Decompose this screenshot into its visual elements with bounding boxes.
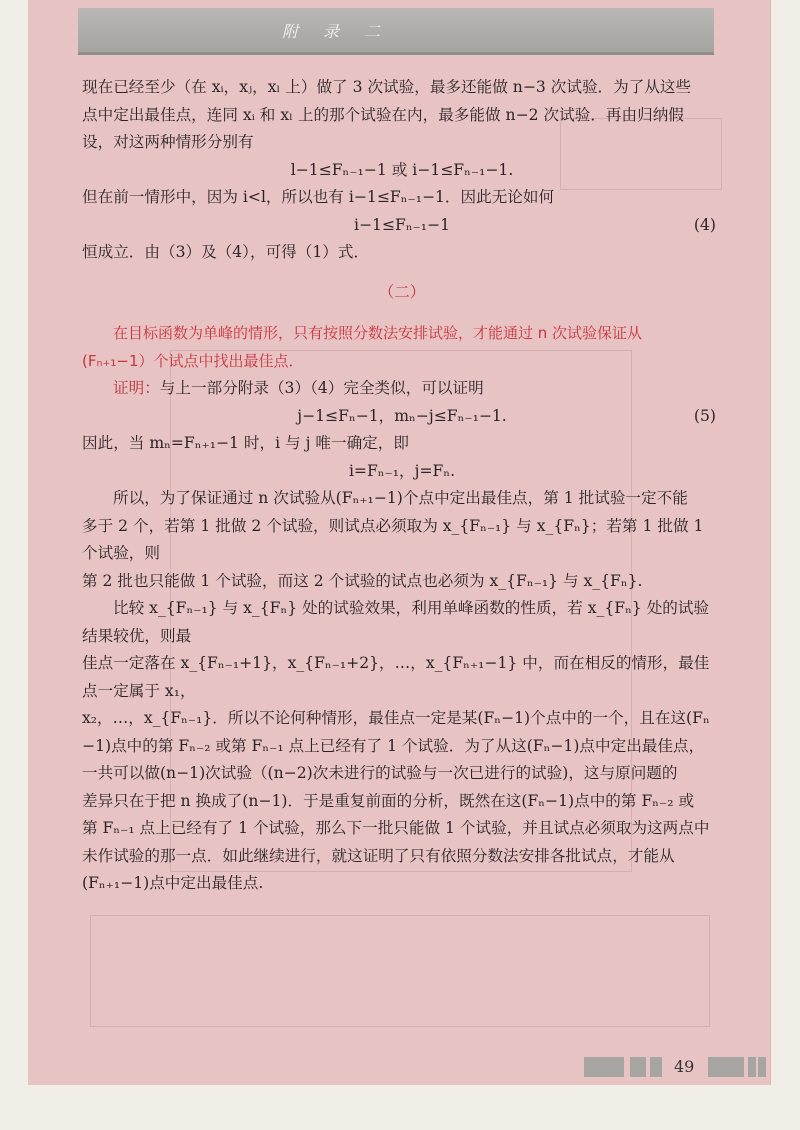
chapter-header-title: 附 录 二: [282, 22, 391, 41]
formula-4: [82, 212, 722, 240]
proof-label: 证明：: [113, 379, 160, 397]
footer-bar-segment: [708, 1057, 744, 1077]
paragraph-line: 点中定出最佳点，连同 xᵢ 和 xₗ 上的那个试验在内，最多能做 n−2 次试验．再由归纳假: [82, 105, 684, 124]
footer-bar-segment: [584, 1057, 624, 1077]
paragraph-line: 比较 x_{Fₙ₋₁} 与 x_{Fₙ} 处的试验效果，利用单峰函数的性质，若 x_{Fₙ} 处的试验结果较优，则最: [82, 599, 710, 645]
paragraph-line: 未作试验的那一点．如此继续进行，就这证明了只有依照分数法安排各批试点，才能从: [82, 846, 675, 865]
paragraph-line: x₂，…，x_{Fₙ₋₁}．所以不论何种情形，最佳点一定是某(Fₙ−1)个点中的一个，且在这(Fₙ: [82, 709, 710, 727]
page-number: 49: [674, 1057, 695, 1076]
faint-stamp-frame-bottom: [90, 915, 710, 1027]
page-content: [82, 74, 722, 898]
footer-bar-segment: [650, 1057, 662, 1077]
paragraph-line: 佳点一定落在 x_{Fₙ₋₁+1}，x_{Fₙ₋₁+2}，…，x_{Fₙ₊₁−1} 中，而在相反的情形，最佳点一定属于 x₁，: [82, 654, 710, 700]
equation-number: (5): [693, 406, 716, 425]
formula-text: i=Fₙ₋₁，j=Fₙ.: [348, 461, 456, 480]
paragraph-line: (Fₙ₊₁−1)点中定出最佳点.: [82, 874, 264, 892]
paragraph-line: −1)点中的第 Fₙ₋₂ 或第 Fₙ₋₁ 点上已经有了 1 个试验．为了从这(Fₙ−1)点中定出最佳点，: [82, 736, 705, 755]
proof-text: 与上一部分附录（3）（4）完全类似，可以证明: [159, 379, 484, 397]
proof-line: [82, 375, 722, 403]
formula-text: l−1≤Fₙ₋₁−1 或 i−1≤Fₙ₋₁−1.: [290, 160, 514, 179]
paragraph-line: 设，对这两种情形分别有: [82, 133, 254, 151]
paragraph-line: 因此，当 mₙ=Fₙ₊₁−1 时，i 与 j 唯一确定，即: [82, 434, 409, 452]
chapter-header-band: [78, 8, 714, 55]
paragraph-line: 但在前一情形中，因为 i<l，所以也有 i−1≤Fₙ₋₁−1．因此无论如何: [82, 188, 555, 206]
paragraph-line: 多于 2 个，若第 1 批做 2 个试验，则试点必须取为 x_{Fₙ₋₁} 与 x_{Fₙ}；若第 1 批做 1 个试验，则: [82, 516, 704, 562]
paragraph-line: 所以，为了保证通过 n 次试验从(Fₙ₊₁−1)个点中定出最佳点，第 1 批试验一定不能: [113, 489, 688, 507]
paragraph-line: 第 2 批也只能做 1 个试验，而这 2 个试验的试点也必须为 x_{Fₙ₋₁} 与 x_{Fₙ}.: [82, 571, 643, 590]
formula-ij: [82, 458, 722, 486]
section-title: （二）: [378, 282, 426, 301]
equation-number: (4): [693, 215, 716, 234]
footer-bar-segment: [758, 1057, 766, 1077]
theorem-line: 在目标函数为单峰的情形，只有按照分数法安排试验，才能通过 n 次试验保证从: [113, 324, 643, 342]
paragraph-line: 恒成立．由（3）及（4），可得（1）式．: [82, 243, 370, 261]
formula-5: [82, 403, 722, 431]
paragraph-line: 第 Fₙ₋₁ 点上已经有了 1 个试验，那么下一批只能做 1 个试验，并且试点必须取为这两点中: [82, 819, 710, 837]
formula-text: j−1≤Fₙ−1，mₙ−j≤Fₙ₋₁−1.: [297, 406, 507, 425]
formula-inequality-pair: [82, 157, 722, 185]
paragraph-line: 一共可以做(n−1)次试验（(n−2)次未进行的试验与一次已进行的试验)，这与原问题的: [82, 764, 678, 782]
footer-bar-segment: [630, 1057, 646, 1077]
paragraph-line: 差异只在于把 n 换成了(n−1)．于是重复前面的分析，既然在这(Fₙ−1)点中的第 Fₙ₋₂ 或: [82, 791, 695, 810]
paragraph-line: 现在已经至少（在 xᵢ，xⱼ，xₗ 上）做了 3 次试验，最多还能做 n−3 次试验．为了从这些: [82, 78, 692, 96]
footer-bar-segment: [748, 1057, 756, 1077]
formula-text: i−1≤Fₙ₋₁−1: [353, 215, 451, 234]
theorem-line: (Fₙ₊₁−1）个试点中找出最佳点．: [82, 351, 304, 370]
